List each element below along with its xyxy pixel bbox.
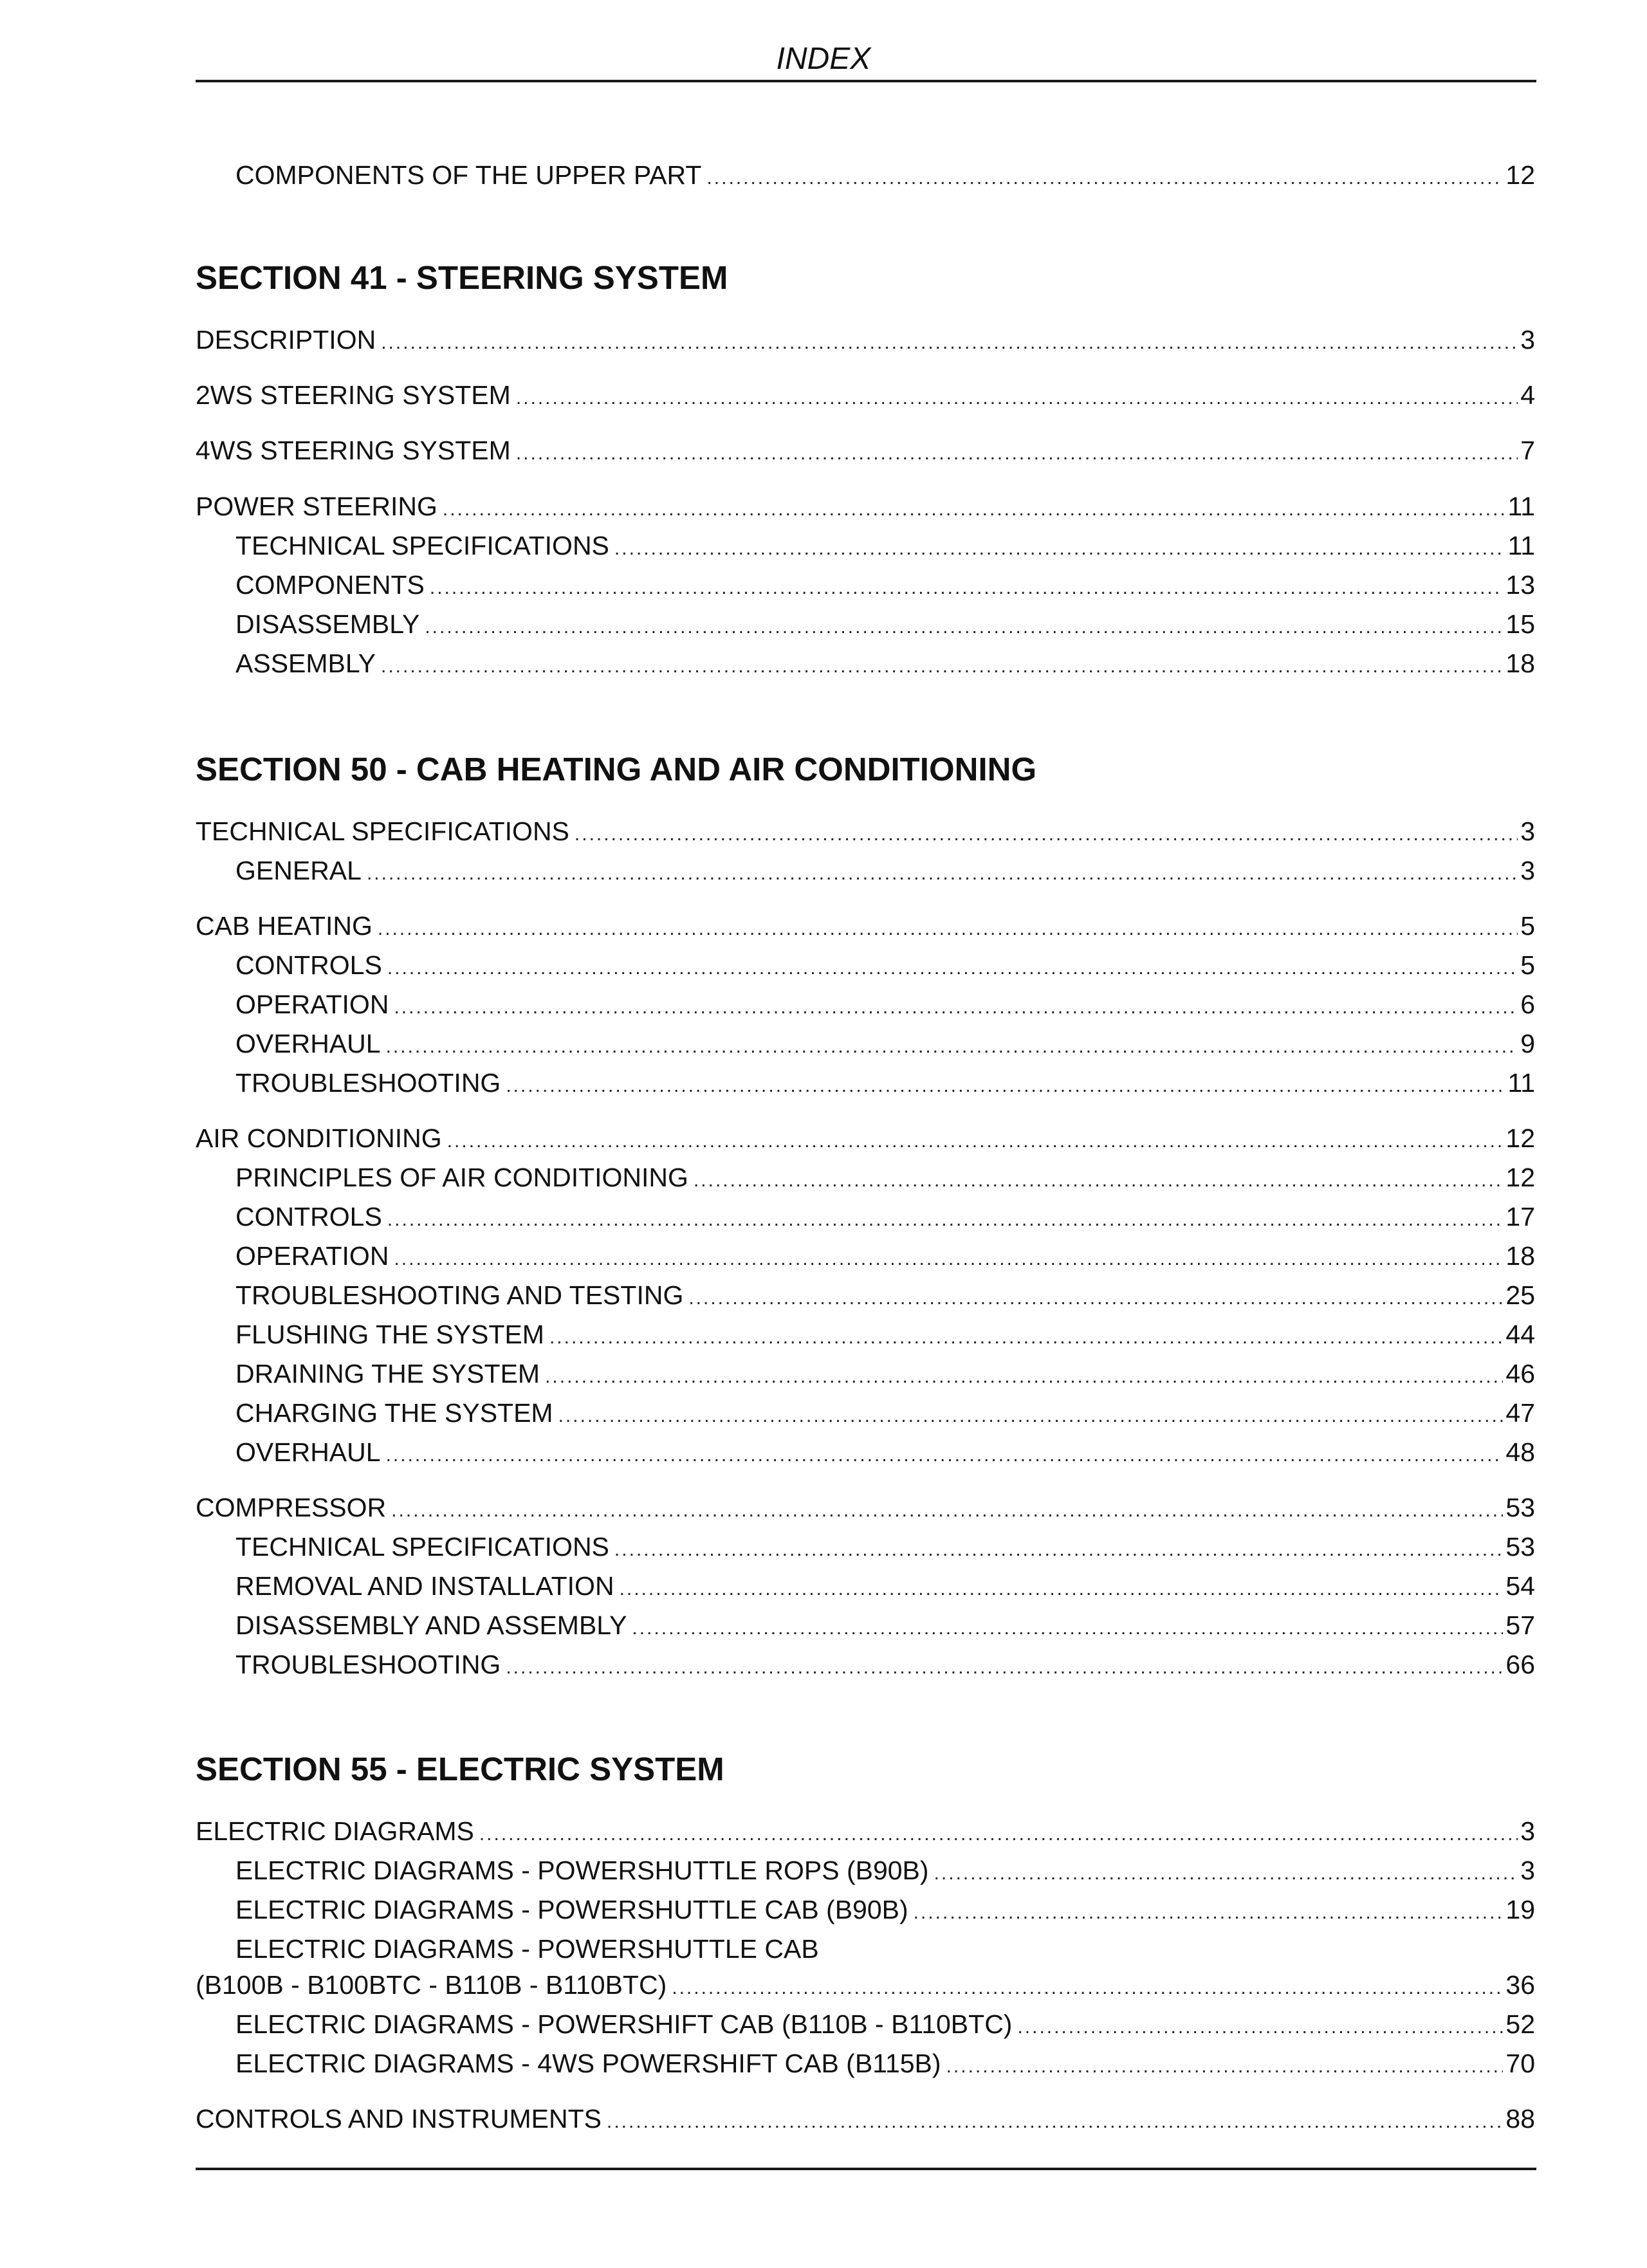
toc-subentry-line2[interactable] xyxy=(196,1967,1535,2003)
toc-entry[interactable] xyxy=(196,2101,1535,2137)
toc-subentry[interactable] xyxy=(235,986,1535,1022)
dot-leader xyxy=(558,1398,1504,1434)
toc-entry-label: TECHNICAL SPECIFICATIONS xyxy=(235,1532,609,1562)
dot-leader xyxy=(443,492,1505,528)
dot-leader xyxy=(447,1123,1504,1159)
toc-subentry[interactable] xyxy=(235,1159,1535,1195)
toc-entry-label: 4WS STEERING SYSTEM xyxy=(196,436,511,465)
toc-subentry[interactable] xyxy=(235,853,1535,889)
toc-entry-page: 9 xyxy=(1520,1029,1535,1058)
toc-entry-label: TROUBLESHOOTING xyxy=(235,1068,501,1098)
dot-leader xyxy=(425,609,1503,645)
toc-entry-label: GENERAL xyxy=(235,856,362,885)
toc-entry-page: 11 xyxy=(1507,1068,1535,1098)
footer-rule xyxy=(196,2168,1536,2170)
toc-entry-page: 47 xyxy=(1505,1398,1535,1428)
dot-leader xyxy=(381,649,1503,685)
section-heading: SECTION 55 - ELECTRIC SYSTEM xyxy=(196,1751,724,1787)
dot-leader xyxy=(387,950,1518,986)
toc-entry-label: CONTROLS xyxy=(235,1202,382,1231)
dot-leader xyxy=(391,1493,1503,1529)
toc-entry-label: CONTROLS AND INSTRUMENTS xyxy=(196,2104,602,2134)
dot-leader xyxy=(430,570,1504,606)
toc-entry-page: 15 xyxy=(1505,609,1535,639)
section-heading: SECTION 50 - CAB HEATING AND AIR CONDITIONING xyxy=(196,751,1037,788)
dot-leader xyxy=(934,1856,1518,1892)
dot-leader xyxy=(516,380,1518,416)
toc-entry-label: DESCRIPTION xyxy=(196,325,376,355)
dot-leader xyxy=(386,1029,1518,1065)
toc-entry-page: 17 xyxy=(1505,1202,1535,1231)
toc-entry[interactable] xyxy=(196,1489,1535,1526)
toc-entry-page: 44 xyxy=(1505,1320,1535,1349)
toc-subentry-line1[interactable] xyxy=(235,1931,1535,1967)
toc-entry-page: 53 xyxy=(1505,1493,1535,1522)
toc-entry-page: 46 xyxy=(1505,1359,1535,1388)
section-heading: SECTION 41 - STEERING SYSTEM xyxy=(196,259,728,296)
dot-leader xyxy=(672,1970,1503,2006)
toc-subentry[interactable] xyxy=(235,1646,1535,1683)
toc-subentry[interactable] xyxy=(235,1395,1535,1431)
toc-entry-page: 70 xyxy=(1505,2049,1535,2078)
dot-leader xyxy=(914,1895,1504,1931)
toc-entry-page: 5 xyxy=(1520,911,1535,941)
toc-entry-label: DISASSEMBLY AND ASSEMBLY xyxy=(235,1610,627,1640)
toc-entry-label: AIR CONDITIONING xyxy=(196,1123,442,1153)
toc-entry-label: ELECTRIC DIAGRAMS - 4WS POWERSHIFT CAB (B115B) xyxy=(235,2049,941,2078)
dot-leader xyxy=(620,1571,1504,1607)
toc-entry[interactable] xyxy=(196,488,1535,524)
toc-entry-page: 12 xyxy=(1505,160,1535,190)
toc-entry-label: COMPRESSOR xyxy=(196,1493,387,1522)
dot-leader xyxy=(479,1816,1518,1852)
toc-entry-label: 2WS STEERING SYSTEM xyxy=(196,380,511,410)
toc-subentry[interactable] xyxy=(235,1356,1535,1392)
dot-leader xyxy=(394,1241,1503,1277)
dot-leader xyxy=(394,990,1518,1026)
toc-entry-page: 3 xyxy=(1520,856,1535,885)
toc-entry-label: TECHNICAL SPECIFICATIONS xyxy=(196,816,569,846)
dot-leader xyxy=(614,1532,1503,1568)
dot-leader xyxy=(381,325,1518,361)
toc-entry-page: 12 xyxy=(1505,1163,1535,1192)
toc-subentry[interactable] xyxy=(235,1529,1535,1565)
toc-entry-page: 18 xyxy=(1505,649,1535,678)
toc-entry-page: 5 xyxy=(1520,950,1535,980)
toc-entry-page: 48 xyxy=(1505,1437,1535,1467)
toc-entry-label: DRAINING THE SYSTEM xyxy=(235,1359,540,1388)
toc-entry[interactable] xyxy=(196,1813,1535,1849)
toc-entry-label: ELECTRIC DIAGRAMS - POWERSHUTTLE CAB (B90B) xyxy=(235,1895,908,1924)
dot-leader xyxy=(694,1163,1503,1199)
header-rule xyxy=(196,80,1536,82)
toc-subentry[interactable] xyxy=(235,1238,1535,1274)
toc-entry-page: 88 xyxy=(1505,2104,1535,2134)
toc-subentry[interactable] xyxy=(235,1607,1535,1643)
toc-entry-label: COMPONENTS OF THE UPPER PART xyxy=(235,160,702,190)
toc-entry-label: TROUBLESHOOTING xyxy=(235,1650,501,1679)
toc-entry-page: 3 xyxy=(1520,816,1535,846)
toc-entry-page: 19 xyxy=(1505,1895,1535,1924)
toc-entry-page: 18 xyxy=(1505,1241,1535,1271)
toc-entry-label: DISASSEMBLY xyxy=(235,609,420,639)
toc-entry-label: OPERATION xyxy=(235,1241,389,1271)
dot-leader xyxy=(632,1610,1503,1646)
toc-entry-page: 6 xyxy=(1520,990,1535,1019)
toc-subentry[interactable] xyxy=(235,1892,1535,1928)
toc-entry[interactable] xyxy=(196,322,1535,358)
toc-entry-page: 66 xyxy=(1505,1650,1535,1679)
toc-entry-label: PRINCIPLES OF AIR CONDITIONING xyxy=(235,1163,688,1192)
toc-entry-label: OVERHAUL xyxy=(235,1029,381,1058)
dot-leader xyxy=(506,1068,1505,1104)
toc-entry-label: ELECTRIC DIAGRAMS - POWERSHIFT CAB (B110B - B110BTC) xyxy=(235,2009,1013,2039)
toc-entry-label: CHARGING THE SYSTEM xyxy=(235,1398,553,1428)
toc-entry-label: ELECTRIC DIAGRAMS xyxy=(196,1816,474,1846)
toc-entry[interactable] xyxy=(196,908,1535,944)
toc-entry-page: 4 xyxy=(1520,380,1535,410)
page-header-title: INDEX xyxy=(776,42,871,76)
toc-entry-label: CONTROLS xyxy=(235,950,382,980)
toc-entry-label: TROUBLESHOOTING AND TESTING xyxy=(235,1280,684,1310)
toc-entry[interactable] xyxy=(196,432,1535,468)
toc-entry-page: 7 xyxy=(1520,436,1535,465)
dot-leader xyxy=(516,436,1518,472)
toc-entry-label-continued: (B100B - B100BTC - B110B - B110BTC) xyxy=(196,1970,667,2000)
toc-entry-label: ELECTRIC DIAGRAMS - POWERSHUTTLE ROPS (B90B) xyxy=(235,1856,929,1885)
toc-subentry[interactable] xyxy=(235,2006,1535,2042)
toc-entry-page: 57 xyxy=(1505,1610,1535,1640)
dot-leader xyxy=(545,1359,1503,1395)
toc-subentry[interactable] xyxy=(235,1568,1535,1604)
dot-leader xyxy=(1017,2009,1503,2045)
toc-entry-page: 53 xyxy=(1505,1532,1535,1562)
toc-entry-label: POWER STEERING xyxy=(196,492,437,521)
dot-leader xyxy=(614,531,1505,567)
toc-entry-page: 13 xyxy=(1505,570,1535,600)
dot-leader xyxy=(688,1280,1503,1316)
toc-entry-label: ELECTRIC DIAGRAMS - POWERSHUTTLE CAB xyxy=(235,1934,819,1964)
toc-subentry[interactable] xyxy=(235,2045,1535,2081)
toc-subentry[interactable] xyxy=(235,1316,1535,1352)
toc-entry-page: 54 xyxy=(1505,1571,1535,1601)
toc-entry-page: 11 xyxy=(1507,492,1535,521)
toc-entry-page: 11 xyxy=(1507,531,1535,560)
toc-subentry[interactable] xyxy=(235,1026,1535,1062)
toc-subentry[interactable] xyxy=(235,1852,1535,1888)
toc-entry-page: 52 xyxy=(1505,2009,1535,2039)
toc-entry-page: 12 xyxy=(1505,1123,1535,1153)
dot-leader xyxy=(387,1202,1504,1238)
toc-entry-label: TECHNICAL SPECIFICATIONS xyxy=(235,531,609,560)
toc-entry[interactable] xyxy=(235,157,1535,193)
toc-entry-label: OVERHAUL xyxy=(235,1437,381,1467)
toc-entry-page: 3 xyxy=(1520,325,1535,355)
dot-leader xyxy=(506,1650,1503,1686)
dot-leader xyxy=(575,816,1518,853)
toc-entry-page: 3 xyxy=(1520,1816,1535,1846)
toc-entry-label: REMOVAL AND INSTALLATION xyxy=(235,1571,614,1601)
toc-subentry[interactable] xyxy=(235,645,1535,681)
toc-entry-label: FLUSHING THE SYSTEM xyxy=(235,1320,544,1349)
toc-subentry[interactable] xyxy=(235,1277,1535,1313)
dot-leader xyxy=(706,160,1503,196)
toc-entry-page: 3 xyxy=(1520,1856,1535,1885)
dot-leader xyxy=(549,1320,1503,1356)
toc-entry[interactable] xyxy=(196,377,1535,413)
toc-entry-label: COMPONENTS xyxy=(235,570,425,600)
toc-subentry[interactable] xyxy=(235,567,1535,603)
toc-entry-page: 36 xyxy=(1505,1970,1535,2000)
dot-leader xyxy=(386,1437,1504,1473)
toc-subentry[interactable] xyxy=(235,1065,1535,1101)
toc-subentry[interactable] xyxy=(235,528,1535,564)
dot-leader xyxy=(378,911,1518,947)
dot-leader xyxy=(946,2049,1504,2085)
dot-leader xyxy=(367,856,1518,892)
toc-entry-label: ASSEMBLY xyxy=(235,649,376,678)
toc-entry[interactable] xyxy=(196,1120,1535,1156)
toc-subentry[interactable] xyxy=(235,1434,1535,1470)
toc-entry[interactable] xyxy=(196,813,1535,849)
toc-subentry[interactable] xyxy=(235,1199,1535,1235)
toc-entry-page: 25 xyxy=(1505,1280,1535,1310)
toc-entry-label: CAB HEATING xyxy=(196,911,373,941)
toc-subentry[interactable] xyxy=(235,947,1535,983)
toc-entry-label: OPERATION xyxy=(235,990,389,1019)
dot-leader xyxy=(607,2104,1503,2140)
toc-subentry[interactable] xyxy=(235,606,1535,642)
